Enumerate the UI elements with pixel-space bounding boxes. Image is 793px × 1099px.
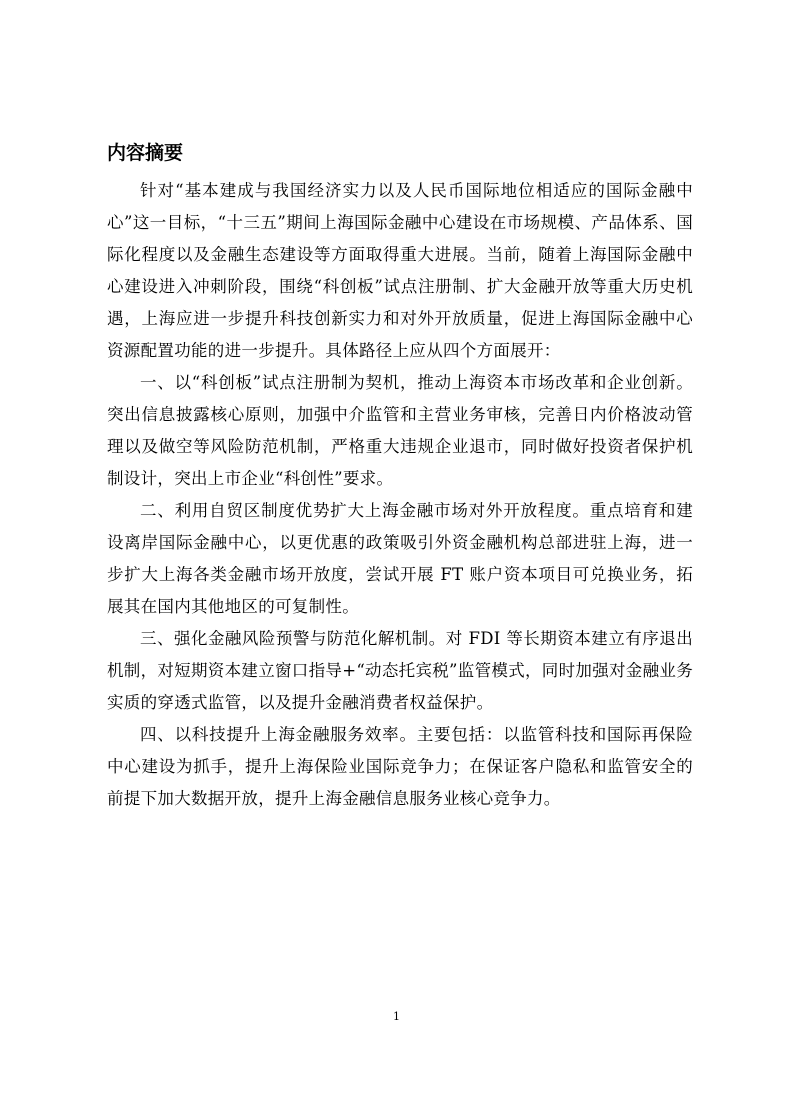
paragraph-point-4: 四、以科技提升上海金融服务效率。主要包括：以监管科技和国际再保险中心建设为抓手，提升上海保险业国际竞争力；在保证客户隐私和监管安全的前提下加大数据开放，提升上海金融信息服务业核心竞争力。 [107, 725, 693, 808]
paragraph-point-1: 一、以“科创板”试点注册制为契机，推动上海资本市场改革和企业创新。突出信息披露核心原则，加强中介监管和主营业务审核，完善日内价格波动管理以及做空等风险防范机制，严格重大违规企业退市，同时做好投资者保护机制设计，突出上市企业“科创性”要求。 [107, 373, 693, 488]
paragraph-intro: 针对“基本建成与我国经济实力以及人民币国际地位相适应的国际金融中心”这一目标，“十三五”期间上海国际金融中心建设在市场规模、产品体系、国际化程度以及金融生态建设等方面取得重大进展。当前，随着上海国际金融中心建设进入冲刺阶段，围绕“科创板”试点注册制、扩大金融开放等重大历史机遇，上海应进一步提升科技创新实力和对外开放质量，促进上海国际金融中心资源配置功能的进一步提升。具体路径上应从四个方面展开： [107, 181, 693, 360]
abstract-body [107, 175, 693, 815]
paragraph-point-3: 三、强化金融风险预警与防范化解机制。对 FDI 等长期资本建立有序退出机制，对短期资本建立窗口指导+“动态托宾税”监管模式，同时加强对金融业务实质的穿透式监管，以及提升金融消费者权益保护。 [107, 629, 693, 712]
paragraph-point-2: 二、利用自贸区制度优势扩大上海金融市场对外开放程度。重点培育和建设离岸国际金融中心，以更优惠的政策吸引外资金融机构总部进驻上海，进一步扩大上海各类金融市场开放度，尝试开展 FT 账户资本项目可兑换业务，拓展其在国内其他地区的可复制性。 [107, 501, 693, 616]
page-number: 1 [393, 1010, 400, 1023]
abstract-heading: 内容摘要 [107, 142, 184, 164]
